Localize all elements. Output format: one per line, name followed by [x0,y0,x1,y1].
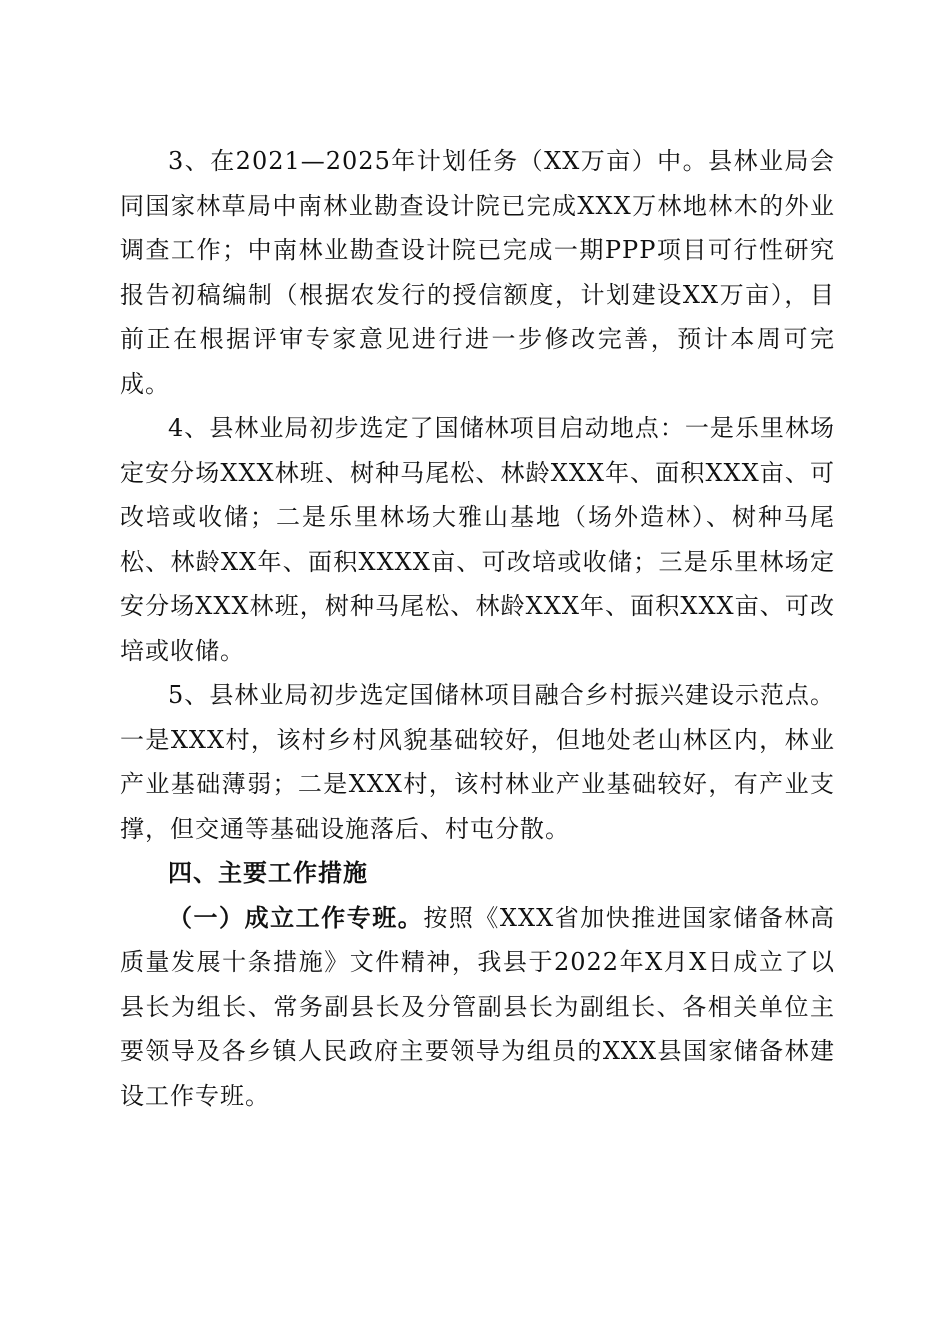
paragraph-item-5: 5、县林业局初步选定国储林项目融合乡村振兴建设示范点。一是XXX村，该村乡村风貌基础较好，但地处老山林区内，林业产业基础薄弱；二是XXX村，该村林业产业基础较好，有产业支撑，但交通等基础设施落后、村屯分散。 [120,681,835,843]
paragraph-item-4: 4、县林业局初步选定了国储林项目启动地点：一是乐里林场定安分场XXX林班、树种马尾松、林龄XXX年、面积XXX亩、可改培或收储；二是乐里林场大雅山基地（场外造林）、树种马尾松、林龄XX年、面积XXXX亩、可改培或收储；三是乐里林场定安分场XXX林班，树种马尾松、林龄XXX年、面积XXX亩、可改培或收储。 [120,414,835,665]
paragraph-item-3: 3、在2021—2025年计划任务（XX万亩）中。县林业局会同国家林草局中南林业勘查设计院已完成XXX万林地林木的外业调查工作；中南林业勘查设计院已完成一期PPP项目可行性研究报告初稿编制（根据农发行的授信额度，计划建设XX万亩），目前正在根据评审专家意见进行进一步修改完善，预计本周可完成。 [120,147,835,398]
document-page [120,139,835,1118]
section-heading: 四、主要工作措施 [168,859,368,887]
measure-paragraph-1 [120,896,835,1119]
measure-lead-1: （一）成立工作专班。 [168,902,424,932]
measure-text-1: 按照《XXX省加快推进国家储备林高质量发展十条措施》文件精神，我县于2022年X月X日成立了以县长为组长、常务副县长及分管副县长为副组长、各相关单位主要领导及各乡镇人民政府主要领导为组员的XXX县国家储备林建设工作专班。 [120,903,835,1110]
